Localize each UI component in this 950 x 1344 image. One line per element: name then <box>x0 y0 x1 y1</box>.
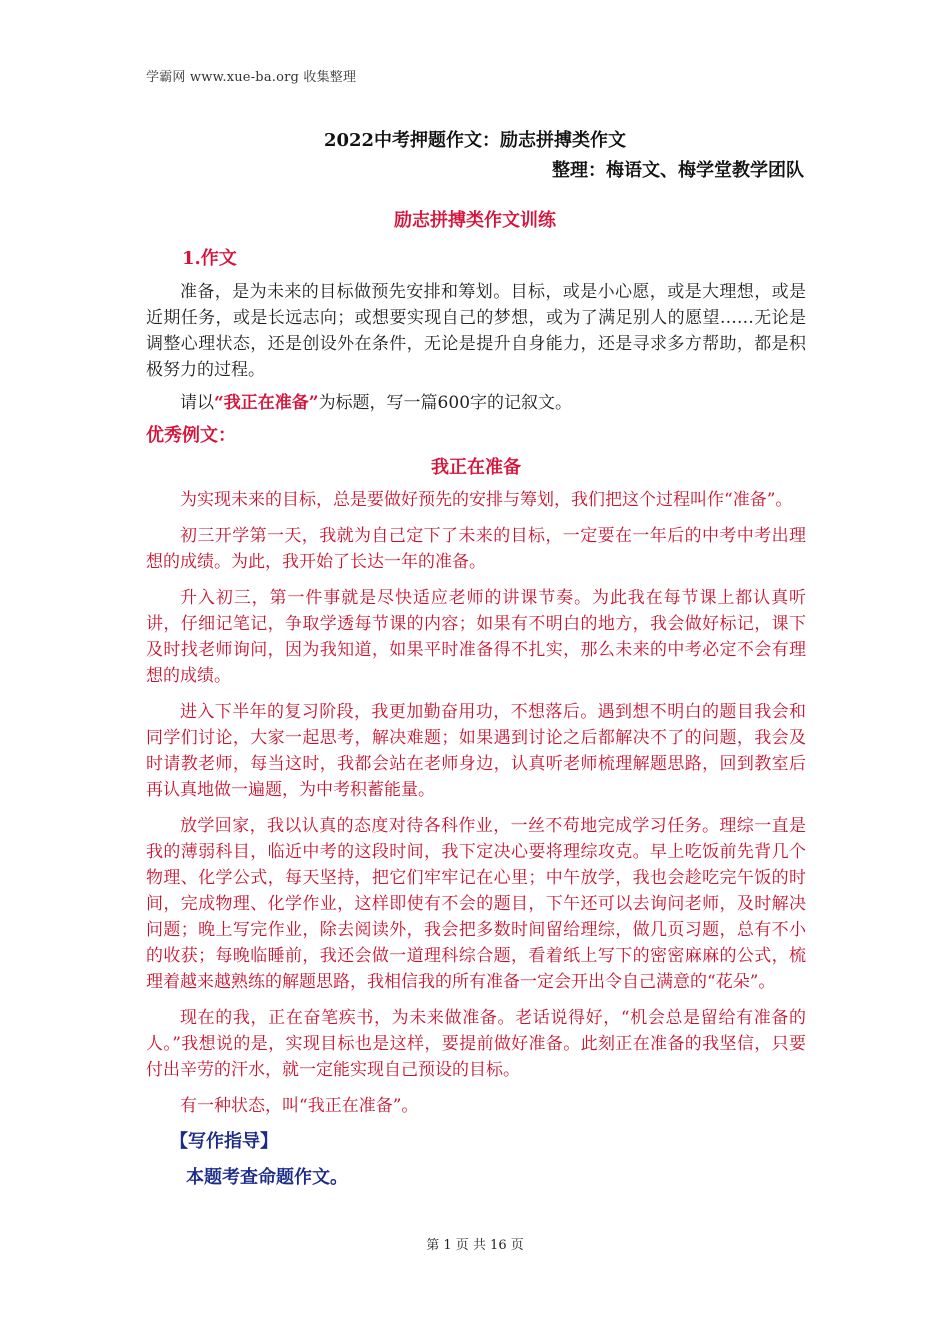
document-author: 整理：梅语文、梅学堂教学团队 <box>552 160 804 181</box>
document-body <box>146 246 806 1191</box>
essay-paragraph-2: 初三开学第一天，我就为自己定下了未来的目标，一定要在一年后的中考中考出理想的成绩。为此，我开始了长达一年的准备。 <box>146 526 806 572</box>
document-title: 2022中考押题作文：励志拼搏类作文 <box>323 130 627 151</box>
essay-paragraph-6: 现在的我，正在奋笔疾书，为未来做准备。老话说得好，“机会总是留给有准备的人。”我想说的是，实现目标也是这样，要提前做好准备。此刻正在准备的我坚信，只要付出辛劳的汗水，就一定能实现自己预设的目标。 <box>146 1008 806 1080</box>
sample-label: 优秀例文： <box>146 425 236 446</box>
essay-paragraph-3: 升入初三，第一件事就是尽快适应老师的讲课节奏。为此我在每节课上都认真听讲，仔细记笔记，争取学透每节课的内容；如果有不明白的地方，我会做好标记，课下及时找老师询问，因为我知道，如果平时准备得不扎实，那么未来的中考必定不会有理想的成绩。 <box>146 588 806 686</box>
essay-paragraph-7: 有一种状态，叫“我正在准备”。 <box>180 1096 419 1116</box>
instruction-suffix: 为标题，写一篇600字的记叙文。 <box>318 393 573 413</box>
question-heading: 1.作文 <box>182 248 237 269</box>
instruction-prefix: 请以 <box>180 393 214 413</box>
guide-heading: 【写作指导】 <box>170 1131 278 1152</box>
essay-title: 我正在准备 <box>431 457 521 478</box>
section-title: 励志拼搏类作文训练 <box>394 210 556 231</box>
essay-paragraph-4: 进入下半年的复习阶段，我更加勤奋用功，不想落后。遇到想不明白的题目我会和同学们讨论，大家一起思考，解决难题；如果遇到讨论之后都解决不了的问题，我会及时请教老师，每当这时，我都会站在老师身边，认真听老师梳理解题思路，回到教室后再认真地做一遍题，为中考积蓄能量。 <box>146 702 806 800</box>
essay-paragraph-1: 为实现未来的目标，总是要做好预先的安排与筹划，我们把这个过程叫作“准备”。 <box>180 490 793 510</box>
question-prompt: 准备，是为未来的目标做预先安排和筹划。目标，或是小心愿，或是大理想，或是近期任务，或是长远志向；或想要实现自己的梦想，或为了满足别人的愿望……无论是调整心理状态，还是创设外在条件，无论是提升自身能力，还是寻求多方帮助，都是积极努力的过程。 <box>146 282 806 380</box>
page-footer: 第 1 页 共 16 页 <box>426 1238 524 1253</box>
essay-paragraph-5: 放学回家，我以认真的态度对待各科作业，一丝不苟地完成学习任务。理综一直是我的薄弱科目，临近中考的这段时间，我下定决心要将理综攻克。早上吃饭前先背几个物理、化学公式，每天坚持，把它们牢牢记在心里；中午放学，我也会趁吃完午饭的时间，完成物理、化学作业，这样即使有不会的题目，下午还可以去询问老师，及时解决问题；晚上写完作业，除去阅读外，我会把多数时间留给理综，做几页习题，总有不小的收获；每晚临睡前，我还会做一道理科综合题，看着纸上写下的密密麻麻的公式，梳理着越来越熟练的解题思路，我相信我的所有准备一定会开出令自己满意的“花朵”。 <box>146 816 806 992</box>
guide-line: 本题考查命题作文。 <box>186 1167 348 1188</box>
question-instruction <box>146 390 806 416</box>
source-note: 学霸网 www.xue-ba.org 收集整理 <box>146 70 357 85</box>
instruction-title: “我正在准备” <box>214 393 319 413</box>
